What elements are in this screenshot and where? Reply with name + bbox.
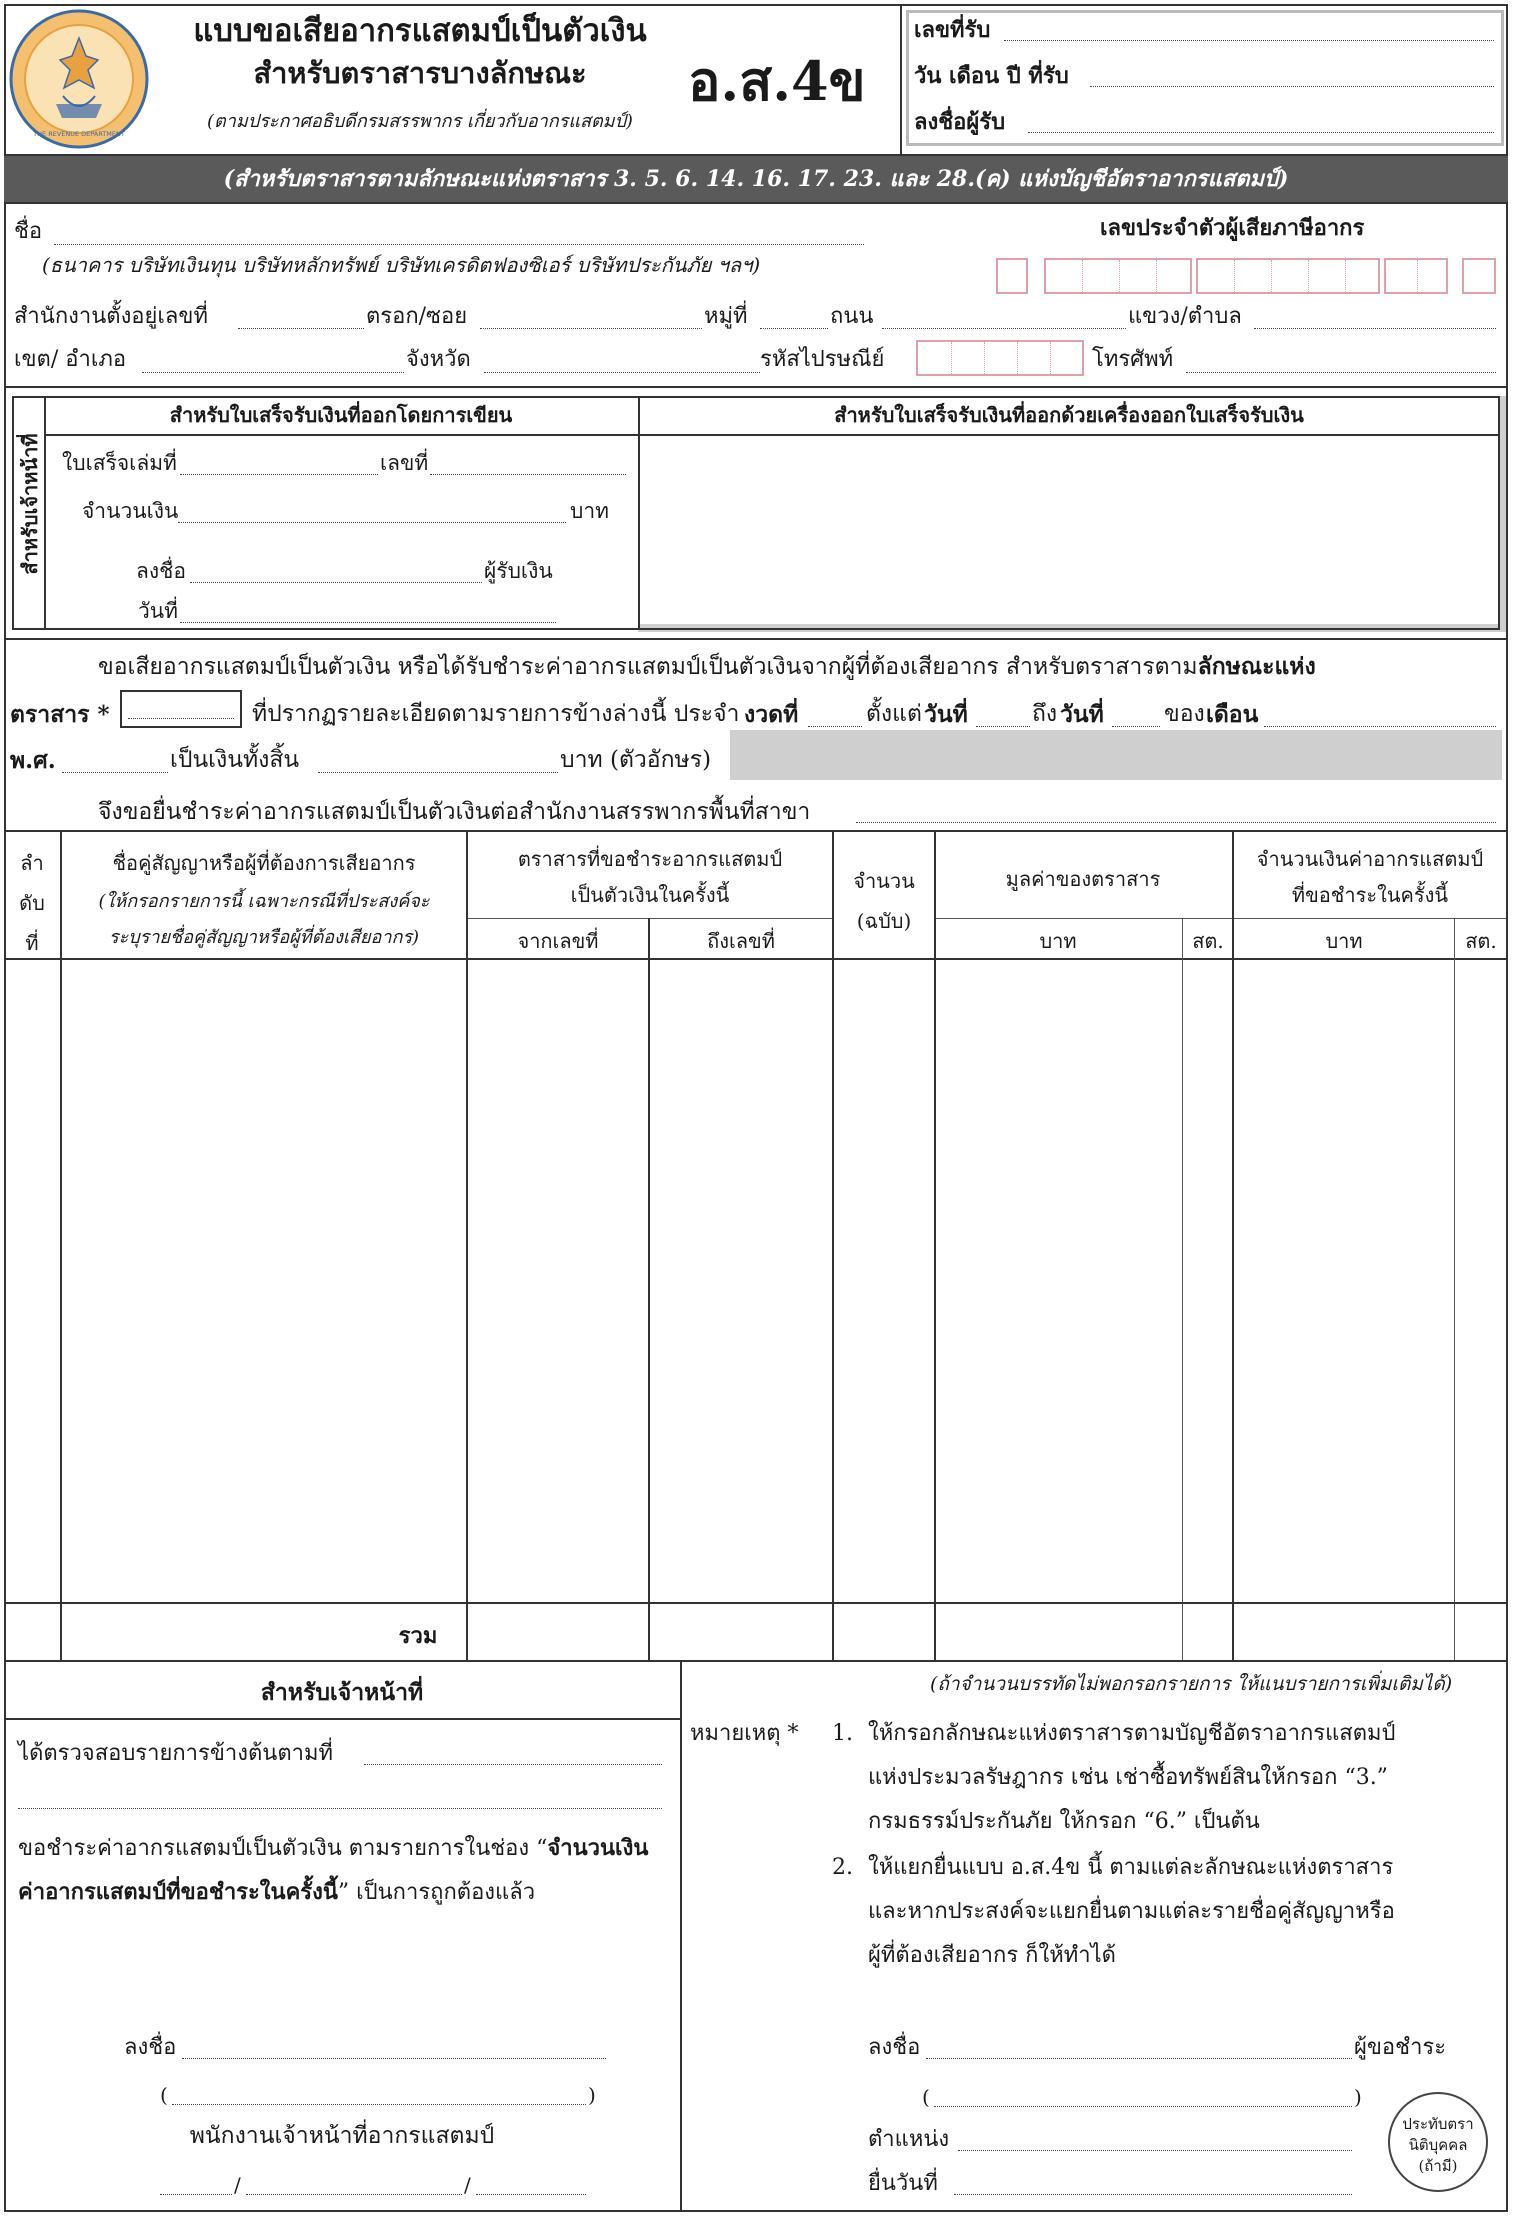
road-field[interactable] (882, 328, 1126, 329)
officer-side-label: สำหรับเจ้าหน้าที่ (18, 433, 42, 575)
receipt-payee-label: ผู้รับเงิน (484, 559, 553, 583)
col-party-note1: (ให้กรอกรายการนี้ เฉพาะกรณีที่ประสงค์จะ (98, 891, 430, 912)
officer-sign-label: ลงชื่อ (124, 2035, 177, 2060)
col-seq-3: ที่ (25, 931, 39, 955)
year-field[interactable] (62, 772, 168, 773)
checked-label: ได้ตรวจสอบรายการข้างต้นตามที่ (18, 1741, 333, 1766)
subdistrict-label: แขวง/ตำบล (1128, 304, 1242, 329)
banner-text: (สำหรับตราสารตามลักษณะแห่งตราสาร 3. 5. 6. 14. 16. 17. 23. และ 28.(ค) แห่งบัญชีอัตราอากรแสตมป์) (223, 166, 1289, 192)
position-label: ตำแหน่ง (868, 2127, 950, 2152)
officer-paren-close: ) (588, 2083, 596, 2107)
receipt-number-label: เลขที่ (380, 451, 429, 475)
to-label: ถึง (1032, 701, 1058, 727)
col-duty-satang: สต. (1465, 929, 1497, 953)
receipt-no-label: เลขที่รับ (914, 17, 991, 43)
phone-label: โทรศัพท์ (1092, 347, 1174, 372)
receipt-number-field[interactable] (430, 474, 626, 475)
payer-name-field[interactable] (934, 2106, 1352, 2107)
year-label: พ.ศ. (10, 747, 56, 774)
moo-label: หมู่ที่ (704, 304, 748, 329)
col-duty-2: ที่ขอชำระในครั้งนี้ (1291, 883, 1449, 907)
province-field[interactable] (484, 372, 760, 373)
revenue-department-logo (8, 8, 150, 150)
col-party-note2: ระบุรายชื่อคู่สัญญาหรือผู้ที่ต้องเสียอากร) (108, 927, 420, 948)
request-line2-text: ที่ปรากฏรายละเอียดตามรายการข้างล่างนี้ ประจำ (252, 701, 740, 727)
postcode-label: รหัสไปรษณีย์ (760, 347, 885, 372)
month-of-label: ของ (1164, 701, 1205, 727)
request-line1-text: ขอเสียอากรแสตมป์เป็นตัวเงิน หรือได้รับชำระค่าอากรแสตมป์เป็นตัวเงินจากผู้ที่ต้องเสียอากร สำหรับตราสารตาม (98, 654, 1198, 680)
total-label: เป็นเงินทั้งสิ้น (170, 747, 300, 773)
confirm-text-a: ขอชำระค่าอากรแสตมป์เป็นตัวเงิน ตามรายการในช่อง “ (18, 1836, 548, 1861)
col-to: ถึงเลขที่ (707, 929, 775, 953)
col-value-baht: บาท (1039, 929, 1077, 953)
col-seq-1: ลำ (20, 851, 44, 875)
month-field[interactable] (1264, 726, 1496, 727)
month-label: เดือน (1206, 701, 1259, 728)
tax-id-box-3[interactable] (1196, 258, 1380, 294)
col-duty-baht: บาท (1325, 929, 1363, 953)
subdistrict-field[interactable] (1254, 328, 1496, 329)
payer-paren-open: ( (922, 2085, 930, 2109)
officer-name-field[interactable] (172, 2104, 586, 2105)
instrument-type-box[interactable] (120, 690, 242, 728)
remark-1-number: 1. (832, 1721, 853, 1746)
receipt-date-field[interactable] (1090, 86, 1494, 87)
confirm-text-c: ค่าอากรแสตมป์ที่ขอชำระในครั้งนี้ (18, 1879, 338, 1905)
name-note: (ธนาคาร บริษัทเงินทุน บริษัทหลักทรัพย์ บริษัทเครดิตฟองซิเอร์ บริษัทประกันภัย ฯลฯ) (42, 253, 761, 277)
receiver-sign-field[interactable] (1028, 132, 1494, 133)
filed-date-field[interactable] (954, 2194, 1352, 2195)
remark-1-line1: ให้กรอกลักษณะแห่งตราสารตามบัญชีอัตราอากรแสตมป์ (868, 1721, 1396, 1746)
payer-sign-field[interactable] (926, 2058, 1352, 2059)
receipt-sign-field[interactable] (190, 582, 482, 583)
receipt-book-label: ใบเสร็จเล่มที่ (62, 451, 177, 475)
remark-1-line2: แห่งประมวลรัษฎากร เช่น เช่าซื้อทรัพย์สินให้กรอก “3.” (868, 1765, 1388, 1790)
receipt-no-field[interactable] (1004, 40, 1494, 41)
col-value: มูลค่าของตราสาร (1005, 867, 1161, 891)
remarks-label: หมายเหตุ * (690, 1721, 799, 1746)
receipt-amount-field[interactable] (178, 522, 566, 523)
form-title-line1: แบบขอเสียอากรแสตมป์เป็นตัวเงิน (193, 13, 647, 49)
officer-title: พนักงานเจ้าหน้าที่อากรแสตมป์ (189, 2123, 495, 2149)
payer-label: ผู้ขอชำระ (1354, 2035, 1447, 2060)
receipt-book-field[interactable] (180, 474, 378, 475)
officer-sign-field[interactable] (182, 2058, 606, 2059)
alley-label: ตรอก/ซอย (366, 304, 468, 329)
col-from: จากเลขที่ (517, 929, 599, 953)
col-count-2: (ฉบับ) (856, 909, 912, 933)
remark-2-line2: และหากประสงค์จะแยกยื่นตามแต่ละรายชื่อคู่สัญญาหรือ (868, 1899, 1395, 1924)
written-receipt-header: สำหรับใบเสร็จรับเงินที่ออกโดยการเขียน (169, 403, 513, 427)
confirm-text-b: จำนวนเงิน (547, 1835, 649, 1861)
to-date-label: วันที่ (1060, 701, 1104, 728)
form-subtitle: (ตามประกาศอธิบดีกรมสรรพากร เกี่ยวกับอากรแสตมป์) (207, 111, 633, 132)
officer-date-slash-2: / (464, 2173, 471, 2197)
officer-date-slash-1: / (234, 2173, 241, 2197)
officer-date-month[interactable] (246, 2194, 462, 2195)
payer-paren-close: ) (1354, 2085, 1362, 2109)
receipt-baht-label: บาท (570, 499, 609, 523)
remark-2-line3: ผู้ที่ต้องเสียอากร ก็ให้ทำได้ (868, 1943, 1116, 1968)
from-date-field[interactable] (976, 726, 1030, 727)
tax-id-box-1[interactable] (996, 258, 1028, 294)
seal-line2: นิติบุคคล (1408, 2136, 1468, 2154)
receipt-date-label: วันที่ (138, 599, 178, 623)
name-field[interactable] (54, 244, 864, 245)
district-label: เขต/ อำเภอ (14, 347, 127, 372)
form-title-line2: สำหรับตราสารบางลักษณะ (253, 56, 587, 90)
tax-id-box-5[interactable] (1462, 258, 1496, 294)
receiver-sign-label: ลงชื่อผู้รับ (914, 109, 1006, 135)
to-date-field[interactable] (1112, 726, 1160, 727)
from-date-label: วันที่ (924, 701, 968, 728)
request-instrument-label: ตราสาร * (10, 701, 110, 728)
checked-field[interactable] (364, 1764, 662, 1765)
col-value-satang: สต. (1192, 929, 1224, 953)
province-label: จังหวัด (406, 347, 471, 372)
col-instrument-1: ตราสารที่ขอชำระอากรแสตมป์ (517, 847, 783, 871)
tax-id-box-2[interactable] (1044, 258, 1192, 294)
logo-caption: THE REVENUE DEPARTMENT (33, 130, 125, 138)
name-label: ชื่อ (14, 219, 43, 244)
request-line1-bold: ลักษณะแห่ง (1197, 653, 1316, 680)
officer-paren-open: ( (160, 2083, 168, 2107)
baht-text-label: บาท (ตัวอักษร) (560, 747, 712, 773)
office-no-field[interactable] (238, 328, 364, 329)
remarks-note-top: (ถ้าจำนวนบรรทัดไม่พอกรอกรายการ ให้แนบรายการเพิ่มเติมได้) (930, 1673, 1453, 1695)
moo-field[interactable] (760, 328, 828, 329)
receipt-date-field[interactable] (180, 622, 556, 623)
office-label: สำนักงานตั้งอยู่เลขที่ (14, 304, 208, 329)
form-code: อ.ส.4ข (688, 49, 866, 113)
total-row-label: รวม (398, 1623, 438, 1649)
remark-2-line1: ให้แยกยื่นแบบ อ.ส.4ข นี้ ตามแต่ละลักษณะแห่งตราสาร (868, 1855, 1394, 1880)
col-duty-1: จำนวนเงินค่าอากรแสตมป์ (1256, 847, 1484, 871)
remark-2-number: 2. (832, 1855, 853, 1880)
position-field[interactable] (958, 2150, 1352, 2151)
period-label: งวดที่ (744, 701, 799, 728)
baht-text-field[interactable] (730, 730, 1502, 780)
alley-field[interactable] (480, 328, 702, 329)
col-count-1: จำนวน (853, 869, 915, 893)
instrument-type-banner (4, 156, 1508, 202)
branch-office-field[interactable] (856, 822, 1496, 823)
officer-date-year[interactable] (476, 2194, 586, 2195)
col-party: ชื่อคู่สัญญาหรือผู้ที่ต้องการเสียอากร (112, 851, 416, 875)
officer-receipt-box (12, 396, 1500, 630)
request-line1 (98, 654, 1316, 680)
officer-date-day[interactable] (160, 2194, 232, 2195)
confirm-line2 (18, 1880, 535, 1905)
receipt-amount-label: จำนวนเงิน (82, 499, 179, 523)
confirm-text-d: ” เป็นการถูกต้องแล้ว (337, 1880, 536, 1905)
officer-section-title: สำหรับเจ้าหน้าที่ (260, 1679, 424, 1706)
total-field[interactable] (318, 772, 558, 773)
period-field[interactable] (808, 726, 862, 727)
tax-id-label: เลขประจำตัวผู้เสียภาษีอากร (1100, 215, 1365, 241)
tax-id-box-4[interactable] (1384, 258, 1448, 294)
phone-field[interactable] (1186, 372, 1496, 373)
seal-line3: (ถ้ามี) (1418, 2157, 1458, 2175)
receipt-sign-label: ลงชื่อ (136, 559, 186, 583)
confirm-line1 (18, 1836, 648, 1861)
postcode-box[interactable] (916, 340, 1084, 376)
payer-sign-label: ลงชื่อ (868, 2035, 921, 2060)
company-seal-circle[interactable] (1388, 2092, 1488, 2192)
items-entry-area[interactable] (62, 960, 1506, 1602)
submit-label: จึงขอยื่นชำระค่าอากรแสตมป์เป็นตัวเงินต่อสำนักงานสรรพากรพื้นที่สาขา (98, 799, 811, 825)
checked-field-2[interactable] (18, 1808, 662, 1809)
district-field[interactable] (142, 372, 404, 373)
remark-1-line3: กรมธรรม์ประกันภัย ให้กรอก “6.” เป็นต้น (868, 1809, 1260, 1834)
filed-date-label: ยื่นวันที่ (868, 2171, 938, 2196)
seal-line1: ประทับตรา (1402, 2115, 1474, 2133)
machine-receipt-header: สำหรับใบเสร็จรับเงินที่ออกด้วยเครื่องออกใบเสร็จรับเงิน (834, 403, 1304, 427)
receipt-date-label: วัน เดือน ปี ที่รับ (914, 63, 1069, 89)
col-seq-2: ดับ (19, 891, 45, 915)
col-instrument-2: เป็นตัวเงินในครั้งนี้ (570, 883, 730, 907)
from-label: ตั้งแต่ (866, 701, 922, 727)
road-label: ถนน (830, 304, 874, 329)
